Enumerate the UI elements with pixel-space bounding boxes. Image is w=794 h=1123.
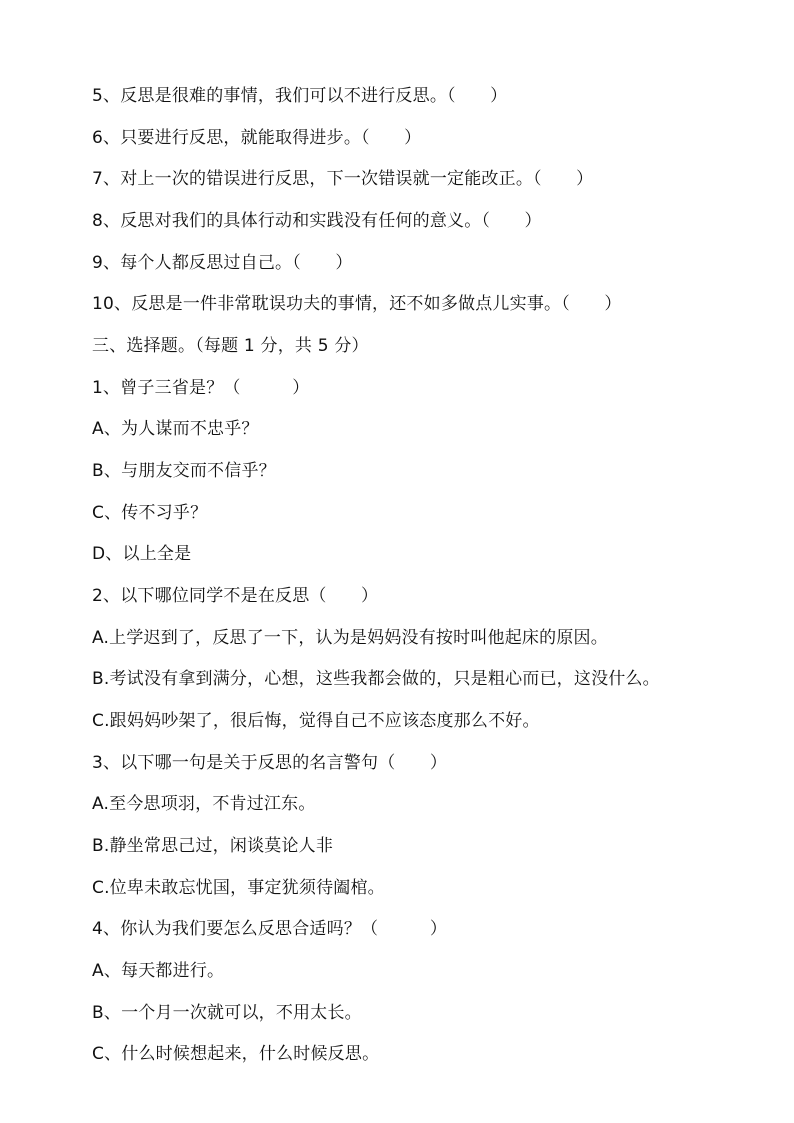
- question-2-stem: 2、以下哪位同学不是在反思（ ）: [92, 586, 379, 606]
- judgment-item-9: 9、每个人都反思过自己。（ ）: [92, 253, 353, 273]
- question-1-option-b: B、与朋友交而不信乎？: [92, 461, 276, 481]
- question-2-option-a: A.上学迟到了，反思了一下，认为是妈妈没有按时叫他起床的原因。: [92, 628, 608, 648]
- question-2-option-b: B.考试没有拿到满分，心想，这些我都会做的，只是粗心而已，这没什么。: [92, 669, 660, 689]
- question-1-option-c: C、传不习乎？: [92, 503, 208, 523]
- judgment-item-10: 10、反思是一件非常耽误功夫的事情，还不如多做点儿实事。（ ）: [92, 294, 622, 314]
- judgment-item-5: 5、反思是很难的事情，我们可以不进行反思。（ ）: [92, 86, 508, 106]
- question-4-option-a: A、每天都进行。: [92, 961, 225, 981]
- judgment-item-8: 8、反思对我们的具体行动和实践没有任何的意义。（ ）: [92, 211, 542, 231]
- judgment-item-6: 6、只要进行反思，就能取得进步。（ ）: [92, 128, 422, 148]
- question-1-option-d: D、以上全是: [92, 544, 192, 564]
- question-4-option-c: C、什么时候想起来，什么时候反思。: [92, 1044, 380, 1064]
- question-1-option-a: A、为人谋而不忠乎？: [92, 419, 259, 439]
- question-3-option-a: A.至今思项羽，不肯过江东。: [92, 794, 316, 814]
- question-4-option-b: B、一个月一次就可以，不用太长。: [92, 1003, 362, 1023]
- question-3-option-c: C.位卑未敢忘忧国，事定犹须待阖棺。: [92, 878, 385, 898]
- question-3-stem: 3、以下哪一句是关于反思的名言警句（ ）: [92, 753, 448, 773]
- question-3-option-b: B.静坐常思己过，闲谈莫论人非: [92, 836, 334, 856]
- question-1-stem: 1、曾子三省是？（ ）: [92, 378, 310, 398]
- judgment-item-7: 7、对上一次的错误进行反思，下一次错误就一定能改正。（ ）: [92, 169, 594, 189]
- question-4-stem: 4、你认为我们要怎么反思合适吗？（ ）: [92, 919, 448, 939]
- section-title-choice: 三、选择题。（每题 1 分，共 5 分）: [92, 336, 369, 356]
- question-2-option-c: C.跟妈妈吵架了，很后悔，觉得自己不应该态度那么不好。: [92, 711, 540, 731]
